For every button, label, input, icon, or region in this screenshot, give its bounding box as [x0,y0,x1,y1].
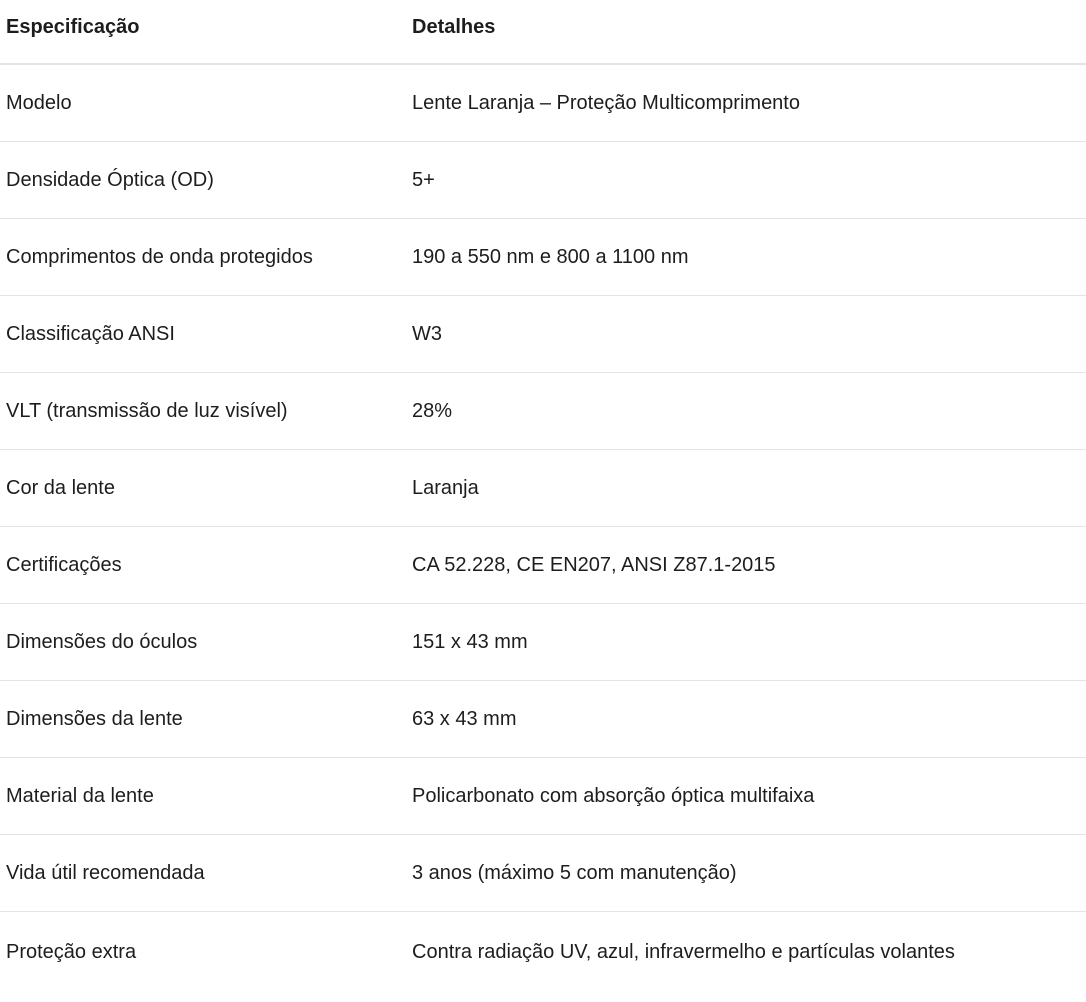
detail-cell: 190 a 550 nm e 800 a 1100 nm [412,246,689,268]
detail-cell: 28% [412,400,453,422]
spec-cell: Dimensões do óculos [6,631,198,653]
spec-cell: Vida útil recomendada [6,862,205,884]
table-row [0,296,1086,373]
table-row [0,527,1086,604]
detail-cell: Policarbonato com absorção óptica multifaixa [412,785,815,807]
detail-cell: Laranja [412,477,479,499]
spec-cell: Certificações [6,554,122,576]
spec-cell: VLT (transmissão de luz visível) [6,400,288,422]
table-row [0,65,1086,142]
spec-cell: Material da lente [6,785,154,807]
table-row [0,373,1086,450]
spec-cell: Cor da lente [6,477,115,499]
spec-cell: Classificação ANSI [6,323,175,345]
table-row [0,450,1086,527]
spec-cell: Proteção extra [6,941,137,963]
detail-cell: 151 x 43 mm [412,631,528,653]
table-row [0,142,1086,219]
table-row [0,604,1086,681]
spec-cell: Modelo [6,92,72,114]
table-row [0,219,1086,296]
detail-cell: 63 x 43 mm [412,708,517,730]
spec-cell: Dimensões da lente [6,708,183,730]
detail-cell: Lente Laranja – Proteção Multicomprimento [412,92,800,114]
detail-cell: CA 52.228, CE EN207, ANSI Z87.1-2015 [412,554,776,576]
detail-cell: Contra radiação UV, azul, infravermelho e partículas volantes [412,941,955,963]
column-header-spec: Especificação [6,16,140,38]
table-header [0,0,1086,65]
spec-cell: Comprimentos de onda protegidos [6,246,313,268]
table-row [0,681,1086,758]
spec-cell: Densidade Óptica (OD) [6,169,214,191]
detail-cell: 3 anos (máximo 5 com manutenção) [412,862,737,884]
column-header-detail: Detalhes [412,16,496,38]
detail-cell: 5+ [412,169,435,191]
detail-cell: W3 [412,323,442,345]
table-row [0,758,1086,835]
table-row [0,912,1086,992]
table-row [0,835,1086,912]
